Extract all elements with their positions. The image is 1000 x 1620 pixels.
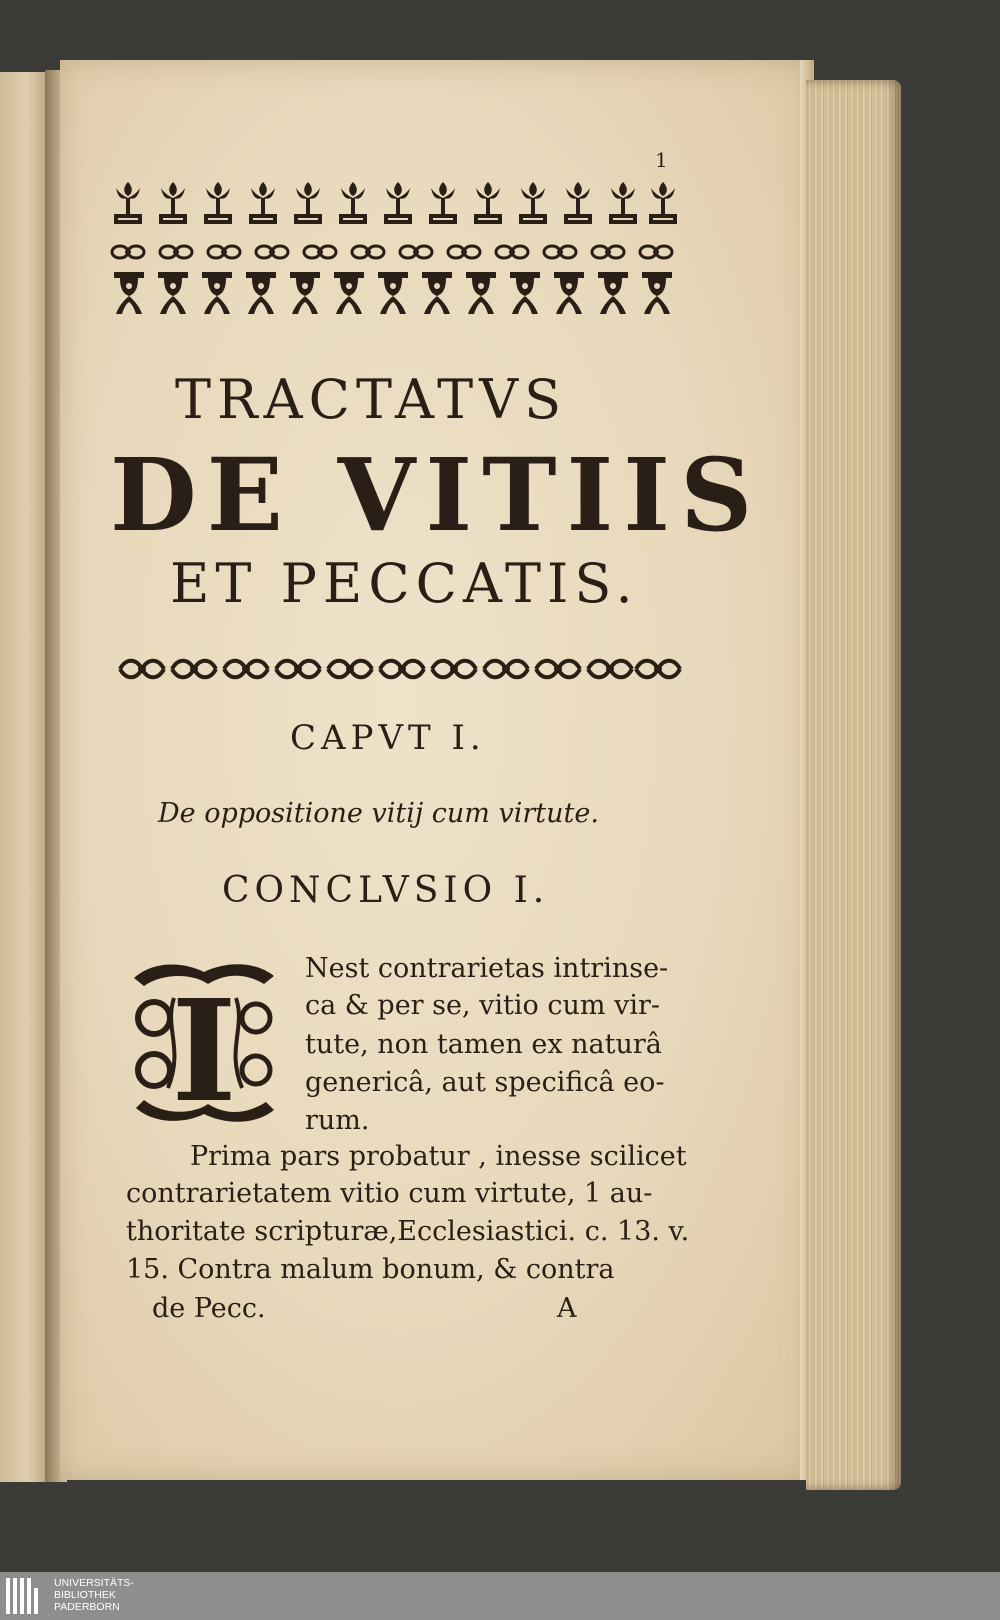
body-line: thoritate scripturæ,Ecclesiastici. c. 13. v. xyxy=(126,1216,690,1247)
body-line: Nest contrarietas intrinse- xyxy=(305,953,669,984)
body-line: rum. xyxy=(305,1105,370,1136)
ornament-divider xyxy=(118,652,684,686)
svg-text:I: I xyxy=(171,970,237,1130)
catchword: de Pecc. xyxy=(152,1293,266,1324)
page-number: 1 xyxy=(655,148,668,172)
divider-ornament-icon xyxy=(118,652,684,686)
footer-bar xyxy=(0,1572,1000,1620)
body-line: ca & per se, vitio cum vir- xyxy=(305,990,660,1021)
logo-line: PADERBORN xyxy=(54,1601,120,1613)
floral-ornament-icon xyxy=(110,178,680,230)
body-line: 15. Contra malum bonum, & contra xyxy=(126,1254,615,1285)
signature-mark: A xyxy=(557,1293,577,1324)
body-line: contrarietatem vitio cum virtute, 1 au- xyxy=(126,1178,653,1209)
logo-line: UNIVERSITÄTS- xyxy=(54,1577,134,1589)
library-logo-text xyxy=(54,1577,134,1613)
chapter-heading: CAPVT I. xyxy=(290,718,486,758)
logo-line: BIBLIOTHEK xyxy=(54,1589,116,1601)
title-line-3: ET PECCATIS. xyxy=(170,552,639,615)
ornament-border-top xyxy=(110,178,680,230)
conclusio-heading: CONCLVSIO I. xyxy=(222,870,550,911)
knot-ornament-icon xyxy=(110,240,680,264)
chapter-subtitle: De oppositione vitij cum virtute. xyxy=(158,798,599,829)
body-line: genericâ, aut specificâ eo- xyxy=(305,1067,665,1098)
ornament-border-middle xyxy=(110,240,680,264)
decorated-initial-icon xyxy=(124,958,284,1130)
page-block-edges xyxy=(806,80,901,1490)
body-line: Prima pars probatur , inesse scilicet xyxy=(190,1141,687,1172)
fleuron-ornament-icon xyxy=(110,268,680,318)
title-line-1: TRACTATVS xyxy=(175,368,568,431)
library-logo-icon xyxy=(6,1578,48,1614)
title-line-2: DE VITIIS xyxy=(110,436,763,554)
ornament-border-bottom xyxy=(110,268,680,318)
body-line: tute, non tamen ex naturâ xyxy=(305,1029,662,1060)
